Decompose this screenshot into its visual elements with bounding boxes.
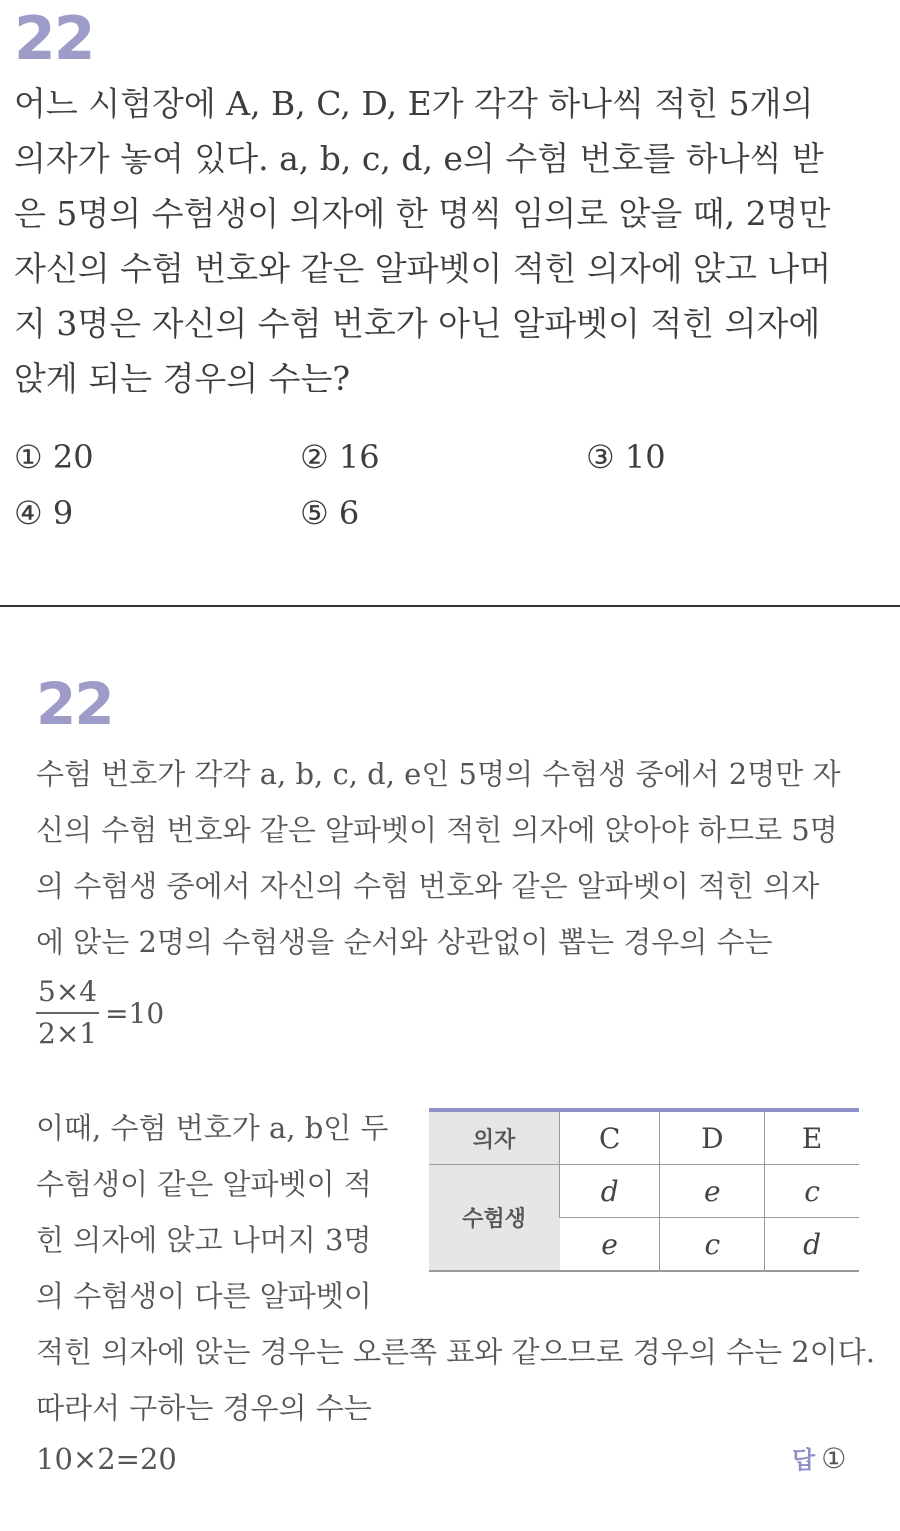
table-cell: d: [765, 1218, 859, 1272]
solution-line: 수험 번호가 각각 a, b, c, d, e인 5명의 수험생 중에서 2명만 자: [36, 757, 841, 791]
question-line: 어느 시험장에 A, B, C, D, E가 각각 하나씩 적힌 5개의: [14, 84, 814, 123]
table-cell-chair: E: [765, 1110, 859, 1165]
table-cell: d: [560, 1165, 660, 1218]
question-line: 지 3명은 자신의 수험 번호가 아닌 알파벳이 적힌 의자에: [14, 304, 821, 343]
table-cell-chair: D: [660, 1110, 765, 1165]
solution-line: 에 앉는 2명의 수험생을 순서와 상관없이 뽑는 경우의 수는: [36, 925, 773, 959]
table-cell: e: [560, 1218, 660, 1272]
solution-line: 의 수험생이 다른 알파벳이: [36, 1279, 372, 1313]
solution-line: 이때, 수험 번호가 a, b인 두: [36, 1111, 389, 1145]
table-cell: c: [765, 1165, 859, 1218]
question-number: 22: [14, 4, 94, 74]
table-row: [429, 1110, 859, 1165]
answer: [792, 1440, 846, 1475]
solution-line: 의 수험생 중에서 자신의 수험 번호와 같은 알파벳이 적힌 의자: [36, 869, 820, 903]
fraction-expression: [36, 975, 164, 1051]
choice-2[interactable]: ② 16: [300, 438, 380, 476]
fraction-numerator: 5×4: [36, 975, 99, 1014]
fraction-result: =10: [105, 996, 165, 1030]
solution-line: 수험생이 같은 알파벳이 적: [36, 1167, 372, 1201]
question-line: 앉게 되는 경우의 수는?: [14, 359, 351, 398]
solution-number: 22: [36, 670, 113, 738]
table-header-chair: 의자: [429, 1110, 560, 1165]
section-divider: [0, 605, 900, 607]
choice-3[interactable]: ③ 10: [586, 438, 666, 476]
solution-final-calc: 10×2=20: [36, 1442, 177, 1476]
choice-5[interactable]: ⑤ 6: [300, 494, 360, 532]
seating-table: [429, 1108, 859, 1272]
fraction-denominator: 2×1: [38, 1017, 98, 1050]
solution-line: 적힌 의자에 앉는 경우는 오른쪽 표와 같으므로 경우의 수는 2이다.: [36, 1335, 875, 1369]
question-line: 은 5명의 수험생이 의자에 한 명씩 임의로 앉을 때, 2명만: [14, 194, 831, 233]
question-line: 자신의 수험 번호와 같은 알파벳이 적힌 의자에 앉고 나머: [14, 249, 832, 288]
choice-4[interactable]: ④ 9: [14, 494, 74, 532]
answer-label: 답: [792, 1446, 816, 1474]
table-header-student: 수험생: [429, 1165, 560, 1272]
table-cell: c: [660, 1218, 765, 1272]
table-row: [429, 1165, 859, 1218]
solution-line: 신의 수험 번호와 같은 알파벳이 적힌 의자에 앉아야 하므로 5명: [36, 813, 838, 847]
question-line: 의자가 놓여 있다. a, b, c, d, e의 수험 번호를 하나씩 받: [14, 139, 824, 178]
question-text: [14, 76, 876, 406]
table-cell: e: [660, 1165, 765, 1218]
choice-1[interactable]: ① 20: [14, 438, 94, 476]
solution-line: 따라서 구하는 경우의 수는: [36, 1391, 372, 1425]
table-cell-chair: C: [560, 1110, 660, 1165]
answer-value: ①: [821, 1442, 847, 1475]
solution-line: 힌 의자에 앉고 나머지 3명: [36, 1223, 372, 1257]
